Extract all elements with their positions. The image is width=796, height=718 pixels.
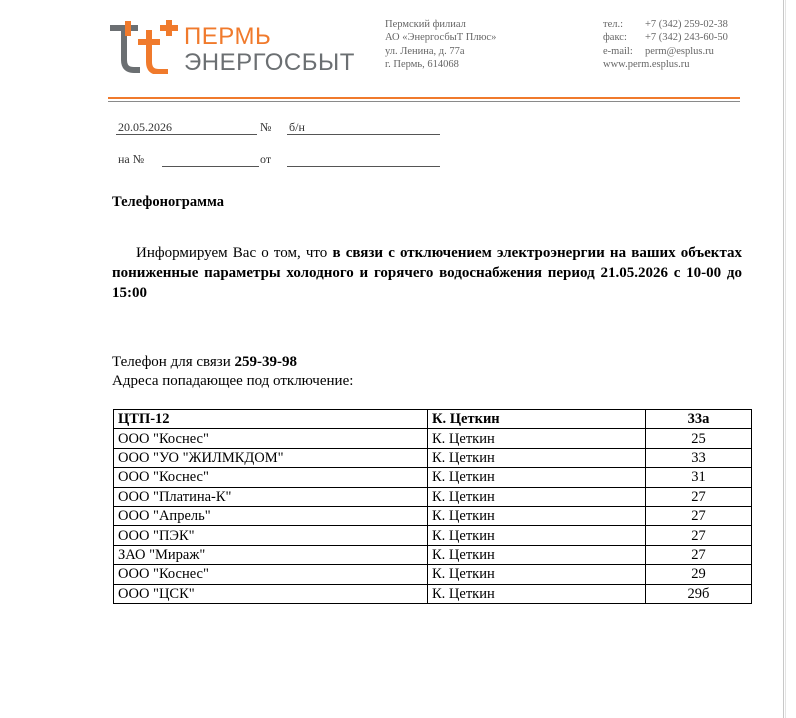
phone-label: Телефон для связи: [112, 354, 231, 370]
contact-value: +7 (342) 259-02-38: [645, 19, 728, 30]
cell-organization: ООО "ЦСК": [114, 584, 428, 603]
contact-email: [603, 45, 728, 58]
document-title: Телефонограмма: [112, 194, 224, 210]
company-logo: [108, 16, 355, 76]
header-substation: ЦТП-12: [114, 410, 428, 429]
cell-organization: ООО "ПЭК": [114, 526, 428, 545]
cell-organization: ООО "Платина-К": [114, 487, 428, 506]
table-row: [114, 545, 752, 564]
contact-fax: [603, 31, 728, 44]
address-line: ул. Ленина, д. 77а: [385, 45, 465, 57]
table-row: [114, 565, 752, 584]
outage-addresses-table: [113, 409, 752, 604]
reference-label: на №: [118, 152, 145, 166]
address-line: г. Пермь, 614068: [385, 58, 459, 70]
cell-street: К. Цеткин: [428, 429, 646, 448]
cell-house: 27: [646, 506, 752, 525]
document-date: 20.05.2026: [118, 120, 172, 134]
contact-label: тел.:: [603, 19, 624, 30]
header-divider-orange: [108, 97, 740, 99]
from-underline: [287, 166, 440, 167]
header-street: К. Цеткин: [428, 410, 646, 429]
table-row: [114, 468, 752, 487]
number-label: №: [260, 120, 272, 134]
cell-street: К. Цеткин: [428, 506, 646, 525]
table-header-row: [114, 410, 752, 429]
cell-house: 25: [646, 429, 752, 448]
contact-website: [603, 58, 728, 71]
contact-phone: [603, 18, 728, 31]
address-line: АО «ЭнергосбыТ Плюс»: [385, 32, 497, 44]
cell-street: К. Цеткин: [428, 526, 646, 545]
reference-underline: [162, 166, 259, 167]
logo-mark-icon: [108, 16, 180, 74]
message-details: в связи с отключением электроэнергии на ваших объектах пониженные параметры холодного и горячего водоснабжения период 21.05.2026 с 10-00 до 15:00: [112, 245, 743, 301]
cell-organization: ООО "Коснес": [114, 565, 428, 584]
page-edge-shadow: [785, 0, 786, 718]
cell-street: К. Цеткин: [428, 487, 646, 506]
sender-contacts: [603, 18, 728, 71]
number-underline: [287, 134, 440, 135]
contact-value: +7 (342) 243-60-50: [645, 32, 728, 44]
page-edge: [783, 0, 784, 718]
cell-organization: ООО "Коснес": [114, 468, 428, 487]
cell-organization: ООО "Апрель": [114, 506, 428, 525]
document-number: б/н: [289, 120, 305, 134]
contact-value: www.perm.esplus.ru: [603, 58, 690, 70]
table-row: [114, 526, 752, 545]
date-underline: [116, 134, 257, 135]
contact-value: perm@esplus.ru: [645, 45, 714, 57]
cell-organization: ЗАО "Мираж": [114, 545, 428, 564]
phone-number: 259-39-98: [234, 354, 297, 370]
cell-house: 29б: [646, 584, 752, 603]
cell-house: 27: [646, 487, 752, 506]
cell-house: 31: [646, 468, 752, 487]
cell-organization: ООО "Коснес": [114, 429, 428, 448]
logo-text-bottom: ЭНЕРГОСБЫТ: [184, 49, 355, 76]
table-row: [114, 487, 752, 506]
cell-house: 27: [646, 526, 752, 545]
cell-street: К. Цеткин: [428, 584, 646, 603]
cell-street: К. Цеткин: [428, 468, 646, 487]
table-row: [114, 584, 752, 603]
cell-street: К. Цеткин: [428, 545, 646, 564]
message-body: [112, 243, 742, 303]
sender-address: [385, 18, 496, 71]
address-line: Пермский филиал: [385, 19, 466, 30]
addresses-label: Адреса попадающее под отключение:: [112, 373, 354, 389]
cell-house: 29: [646, 565, 752, 584]
table-row: [114, 506, 752, 525]
header-divider-gray: [108, 101, 740, 102]
cell-house: 33: [646, 448, 752, 467]
table-row: [114, 448, 752, 467]
contact-label: e-mail:: [603, 45, 633, 57]
cell-street: К. Цеткин: [428, 565, 646, 584]
contact-phone-line: [112, 354, 297, 371]
logo-text-top: ПЕРМЬ: [184, 23, 272, 50]
from-label: от: [260, 152, 272, 166]
cell-street: К. Цеткин: [428, 448, 646, 467]
cell-organization: ООО "УО "ЖИЛМКДОМ": [114, 448, 428, 467]
contact-label: факс:: [603, 32, 627, 44]
table-row: [114, 429, 752, 448]
cell-house: 27: [646, 545, 752, 564]
header-house: 33а: [646, 410, 752, 429]
message-intro: Информируем Вас о том, что: [136, 245, 328, 261]
